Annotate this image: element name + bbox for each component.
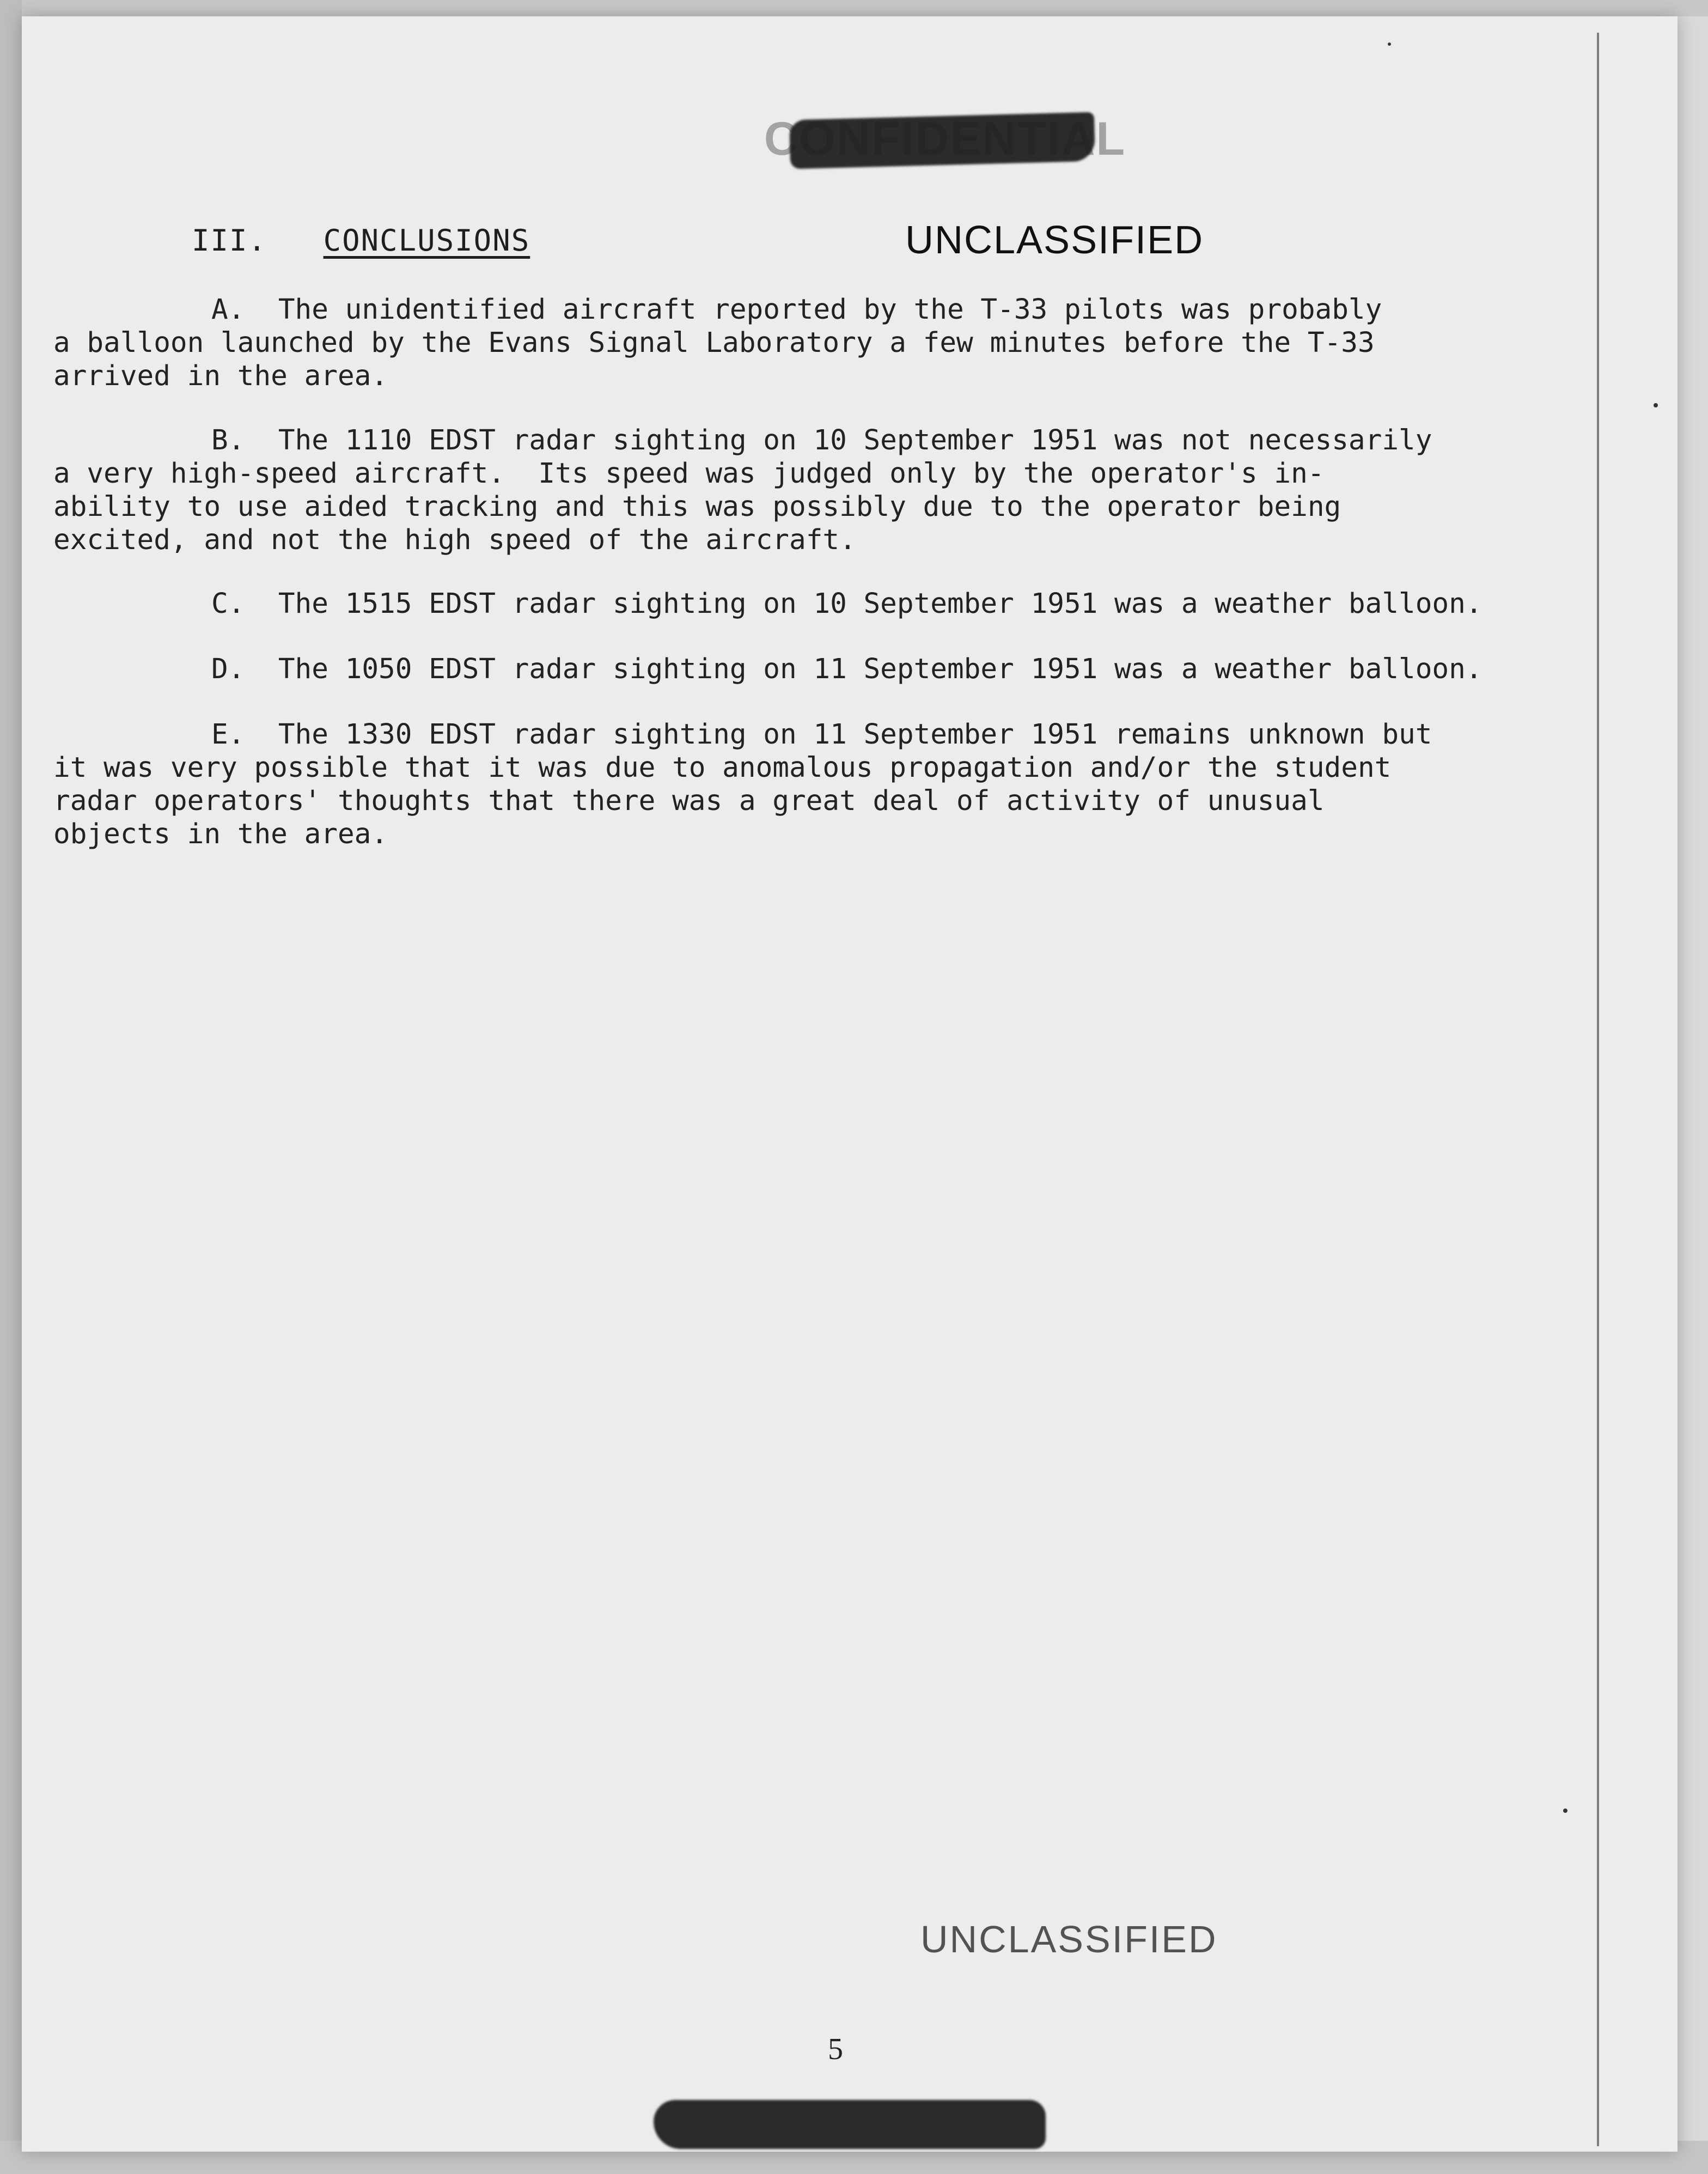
section-heading — [192, 223, 530, 258]
conclusion-paragraph-c — [211, 587, 1557, 620]
paragraph-line: arrived in the area. — [53, 360, 388, 392]
paragraph-line: it was very possible that it was due to anomalous propagation and/or the student — [53, 752, 1392, 784]
classification-marking-bottom: UNCLASSIFIED — [920, 1918, 1218, 1960]
paragraph-line: excited, and not the high speed of the aircraft. — [53, 524, 856, 556]
paragraph-line: B. The 1110 EDST radar sighting on 10 September 1951 was not necessarily — [211, 424, 1432, 456]
paragraph-line: radar operators' thoughts that there was a great deal of activity of unusual — [53, 785, 1325, 817]
conclusion-paragraph-a — [53, 293, 1557, 393]
paragraph-line: objects in the area. — [53, 818, 388, 850]
page-right-border — [1597, 33, 1599, 2146]
scan-speck — [1563, 1808, 1567, 1813]
paragraph-line: a balloon launched by the Evans Signal Laboratory a few minutes before the T-33 — [53, 327, 1375, 359]
conclusion-paragraph-e — [53, 718, 1557, 851]
paragraph-line: a very high-speed aircraft. Its speed was judged only by the operator's in- — [53, 458, 1325, 490]
confidential-stamp-redacted — [764, 106, 1126, 172]
paragraph-line: C. The 1515 EDST radar sighting on 10 September 1951 was a weather balloon. — [211, 588, 1483, 620]
paragraph-line: A. The unidentified aircraft reported by the T-33 pilots was probably — [211, 294, 1382, 326]
confidential-stamp-text: CONFIDENTIAL — [764, 112, 1126, 165]
conclusion-paragraph-b — [53, 424, 1557, 557]
section-title: CONCLUSIONS — [323, 223, 530, 258]
scan-left-edge — [0, 0, 22, 2174]
scan-speck — [1388, 42, 1391, 46]
page-number: 5 — [828, 2032, 843, 2066]
classification-marking-top: UNCLASSIFIED — [905, 218, 1204, 262]
section-number: III. — [192, 223, 267, 258]
scan-speck — [1654, 403, 1658, 407]
paragraph-line: ability to use aided tracking and this was possibly due to the operator being — [53, 491, 1341, 523]
bottom-stamp-redacted — [654, 2100, 1046, 2149]
conclusion-paragraph-d — [211, 653, 1557, 686]
paragraph-line: D. The 1050 EDST radar sighting on 11 September 1951 was a weather balloon. — [211, 653, 1483, 685]
paragraph-line: E. The 1330 EDST radar sighting on 11 September 1951 remains unknown but — [211, 718, 1432, 751]
scan-top-edge — [0, 0, 1708, 16]
